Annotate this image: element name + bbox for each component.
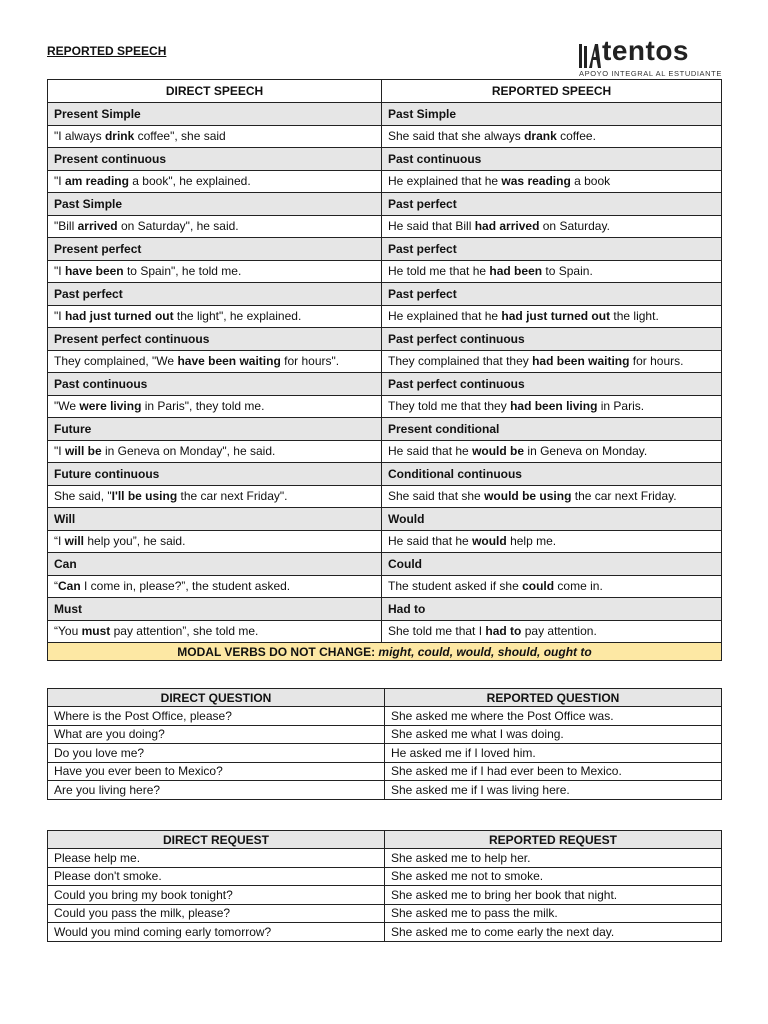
sentence-text: the car next Friday. <box>571 489 677 504</box>
column-header-direct-question: DIRECT QUESTION <box>48 689 385 707</box>
tense-row <box>48 328 722 351</box>
tense-reported: Conditional continuous <box>382 463 722 486</box>
sentence-text: "I <box>54 444 65 459</box>
column-header-reported-question: REPORTED QUESTION <box>385 689 722 707</box>
verb-highlight: Can <box>58 579 81 594</box>
verb-highlight: have been <box>64 264 124 279</box>
verb-highlight: will be <box>64 444 102 459</box>
example-reported <box>382 620 722 643</box>
sentence-text: "Bill <box>54 219 78 234</box>
example-row <box>48 530 722 553</box>
verb-highlight: had just turned out <box>64 309 174 324</box>
verb-highlight: had been waiting <box>532 354 630 369</box>
sentence-text: a book", he explained. <box>128 174 251 189</box>
example-direct <box>48 575 382 598</box>
sentence-text: the light", he explained. <box>173 309 302 324</box>
sentence-text: coffee", she said <box>134 129 226 144</box>
column-header-direct-request: DIRECT REQUEST <box>48 831 385 849</box>
example-reported <box>382 350 722 373</box>
table-row <box>48 762 722 781</box>
verb-highlight: was reading <box>501 174 571 189</box>
sentence-text: come in. <box>554 579 603 594</box>
modal-note-row <box>48 643 722 661</box>
verb-highlight: am reading <box>64 174 129 189</box>
tense-row <box>48 148 722 171</box>
example-direct <box>48 350 382 373</box>
sentence-text: on Saturday. <box>539 219 610 234</box>
sentence-text: to Spain. <box>542 264 593 279</box>
verb-highlight: could <box>522 579 555 594</box>
example-direct <box>48 620 382 643</box>
example-reported <box>382 215 722 238</box>
table-row <box>48 904 722 923</box>
direct-cell: Would you mind coming early tomorrow? <box>48 923 385 942</box>
sentence-text: He said that Bill <box>388 219 475 234</box>
sentence-text: “ <box>54 579 58 594</box>
tense-direct: Past continuous <box>48 373 382 396</box>
sentence-text: to Spain", he told me. <box>123 264 242 279</box>
sentence-text: in Paris", they told me. <box>141 399 265 414</box>
tense-direct: Present perfect <box>48 238 382 261</box>
tense-reported: Past perfect <box>382 238 722 261</box>
sentence-text: the light. <box>610 309 659 324</box>
sentence-text: They complained, "We <box>54 354 178 369</box>
example-direct <box>48 530 382 553</box>
column-header-direct-speech: DIRECT SPEECH <box>48 80 382 103</box>
example-direct <box>48 485 382 508</box>
example-row <box>48 350 722 373</box>
reported-cell: She asked me what I was doing. <box>385 725 722 744</box>
example-direct <box>48 395 382 418</box>
tense-reported: Would <box>382 508 722 531</box>
example-row <box>48 395 722 418</box>
reported-cell: He asked me if I loved him. <box>385 744 722 763</box>
example-reported <box>382 395 722 418</box>
example-reported <box>382 305 722 328</box>
sentence-text: He said that he <box>388 444 473 459</box>
sentence-text: pay attention. <box>521 624 597 639</box>
example-reported <box>382 440 722 463</box>
column-header-reported-speech: REPORTED SPEECH <box>382 80 722 103</box>
sentence-text: a book <box>570 174 611 189</box>
table-row <box>48 867 722 886</box>
column-header-reported-request: REPORTED REQUEST <box>385 831 722 849</box>
sentence-text: They told me that they <box>388 399 511 414</box>
verb-highlight: drink <box>104 129 135 144</box>
sentence-text: He told me that he <box>388 264 490 279</box>
sentence-text: He said that he <box>388 534 473 549</box>
direct-cell: Could you bring my book tonight? <box>48 886 385 905</box>
sentence-text: coffee. <box>556 129 596 144</box>
table-row <box>48 781 722 800</box>
tense-direct: Can <box>48 553 382 576</box>
sentence-text: He explained that he <box>388 309 502 324</box>
tense-row <box>48 103 722 126</box>
verb-highlight: had arrived <box>474 219 540 234</box>
tense-row <box>48 418 722 441</box>
modal-note <box>48 643 722 661</box>
reported-cell: She asked me to pass the milk. <box>385 904 722 923</box>
sentence-text: for hours. <box>629 354 684 369</box>
tense-reported: Past perfect continuous <box>382 328 722 351</box>
speech-table <box>47 79 722 661</box>
sentence-text: She said that she always <box>388 129 525 144</box>
question-table-body <box>48 707 722 800</box>
tense-direct: Past perfect <box>48 283 382 306</box>
example-reported <box>382 260 722 283</box>
sentence-text: help you”, he said. <box>84 534 186 549</box>
tense-row <box>48 463 722 486</box>
tense-direct: Present continuous <box>48 148 382 171</box>
tense-direct: Will <box>48 508 382 531</box>
direct-cell: Could you pass the milk, please? <box>48 904 385 923</box>
example-direct <box>48 440 382 463</box>
example-direct <box>48 260 382 283</box>
logo-wordmark: tentos <box>602 35 689 66</box>
sentence-text: She said, " <box>54 489 112 504</box>
sentence-text: pay attention”, she told me. <box>110 624 259 639</box>
table-row <box>48 707 722 726</box>
sentence-text: "I always <box>54 129 105 144</box>
tense-row <box>48 553 722 576</box>
table-row <box>48 744 722 763</box>
sentence-text: “You <box>54 624 82 639</box>
table-header-row <box>48 831 722 849</box>
tense-direct: Present perfect continuous <box>48 328 382 351</box>
tense-direct: Past Simple <box>48 193 382 216</box>
verb-highlight: were living <box>79 399 142 414</box>
sentence-text: He explained that he <box>388 174 502 189</box>
logo-mark-icon <box>579 42 601 68</box>
example-row <box>48 215 722 238</box>
brand-logo <box>579 35 723 78</box>
reported-cell: She asked me if I had ever been to Mexico. <box>385 762 722 781</box>
verb-highlight: had just turned out <box>501 309 611 324</box>
sentence-text: I come in, please?”, the student asked. <box>80 579 291 594</box>
example-direct <box>48 125 382 148</box>
example-row <box>48 260 722 283</box>
tense-row <box>48 238 722 261</box>
reported-cell: She asked me to come early the next day. <box>385 923 722 942</box>
reported-cell: She asked me to help her. <box>385 849 722 868</box>
direct-cell: What are you doing? <box>48 725 385 744</box>
direct-cell: Do you love me? <box>48 744 385 763</box>
speech-table-body <box>48 103 722 643</box>
modal-note-verbs: might, could, would, should, ought to <box>378 644 592 659</box>
sentence-text: for hours". <box>280 354 340 369</box>
sentence-text: "We <box>54 399 80 414</box>
example-direct <box>48 215 382 238</box>
sentence-text: They complained that they <box>388 354 533 369</box>
verb-highlight: would be <box>472 444 525 459</box>
tense-reported: Past perfect <box>382 283 722 306</box>
verb-highlight: drank <box>524 129 557 144</box>
verb-highlight: would <box>472 534 507 549</box>
sentence-text: She told me that I <box>388 624 486 639</box>
verb-highlight: have been waiting <box>177 354 281 369</box>
tense-reported: Past perfect continuous <box>382 373 722 396</box>
verb-highlight: arrived <box>77 219 118 234</box>
modal-note-label: MODAL VERBS DO NOT CHANGE: <box>177 644 379 659</box>
tense-row <box>48 508 722 531</box>
example-reported <box>382 485 722 508</box>
example-row <box>48 170 722 193</box>
request-table <box>47 830 722 942</box>
table-row <box>48 725 722 744</box>
tense-reported: Present conditional <box>382 418 722 441</box>
sentence-text: The student asked if she <box>388 579 523 594</box>
tense-direct: Present Simple <box>48 103 382 126</box>
tense-row <box>48 283 722 306</box>
verb-highlight: I'll be using <box>111 489 178 504</box>
example-row <box>48 485 722 508</box>
tense-reported: Past Simple <box>382 103 722 126</box>
table-row <box>48 923 722 942</box>
direct-cell: Please don't smoke. <box>48 867 385 886</box>
question-table <box>47 688 722 800</box>
verb-highlight: will <box>64 534 85 549</box>
example-reported <box>382 170 722 193</box>
sentence-text: "I <box>54 264 65 279</box>
tense-reported: Past perfect <box>382 193 722 216</box>
reported-cell: She asked me where the Post Office was. <box>385 707 722 726</box>
sentence-text: "I <box>54 309 65 324</box>
sentence-text: She said that she <box>388 489 485 504</box>
verb-highlight: would be using <box>484 489 572 504</box>
reported-cell: She asked me to bring her book that night. <box>385 886 722 905</box>
sentence-text: help me. <box>506 534 557 549</box>
page-title: REPORTED SPEECH <box>47 44 167 58</box>
direct-cell: Where is the Post Office, please? <box>48 707 385 726</box>
sentence-text: on Saturday", he said. <box>117 219 239 234</box>
reported-cell: She asked me if I was living here. <box>385 781 722 800</box>
tense-reported: Had to <box>382 598 722 621</box>
example-row <box>48 440 722 463</box>
example-direct <box>48 170 382 193</box>
tense-row <box>48 598 722 621</box>
sentence-text: “I <box>54 534 65 549</box>
table-row <box>48 886 722 905</box>
tense-direct: Future continuous <box>48 463 382 486</box>
reported-cell: She asked me not to smoke. <box>385 867 722 886</box>
verb-highlight: must <box>81 624 111 639</box>
tense-direct: Future <box>48 418 382 441</box>
verb-highlight: had been living <box>510 399 598 414</box>
tense-row <box>48 373 722 396</box>
example-reported <box>382 575 722 598</box>
request-table-body <box>48 849 722 942</box>
example-row <box>48 575 722 598</box>
example-row <box>48 620 722 643</box>
tense-reported: Past continuous <box>382 148 722 171</box>
sentence-text: the car next Friday". <box>177 489 288 504</box>
sentence-text: "I <box>54 174 65 189</box>
example-direct <box>48 305 382 328</box>
table-header-row <box>48 80 722 103</box>
sentence-text: in Paris. <box>597 399 645 414</box>
sentence-text: in Geneva on Monday", he said. <box>101 444 276 459</box>
direct-cell: Are you living here? <box>48 781 385 800</box>
example-row <box>48 305 722 328</box>
direct-cell: Have you ever been to Mexico? <box>48 762 385 781</box>
tense-row <box>48 193 722 216</box>
table-row <box>48 849 722 868</box>
example-reported <box>382 530 722 553</box>
table-header-row <box>48 689 722 707</box>
logo-tagline: APOYO INTEGRAL AL ESTUDIANTE <box>579 69 722 78</box>
sentence-text: in Geneva on Monday. <box>524 444 648 459</box>
tense-direct: Must <box>48 598 382 621</box>
verb-highlight: had to <box>485 624 522 639</box>
verb-highlight: had been <box>489 264 543 279</box>
example-reported <box>382 125 722 148</box>
tense-reported: Could <box>382 553 722 576</box>
direct-cell: Please help me. <box>48 849 385 868</box>
example-row <box>48 125 722 148</box>
